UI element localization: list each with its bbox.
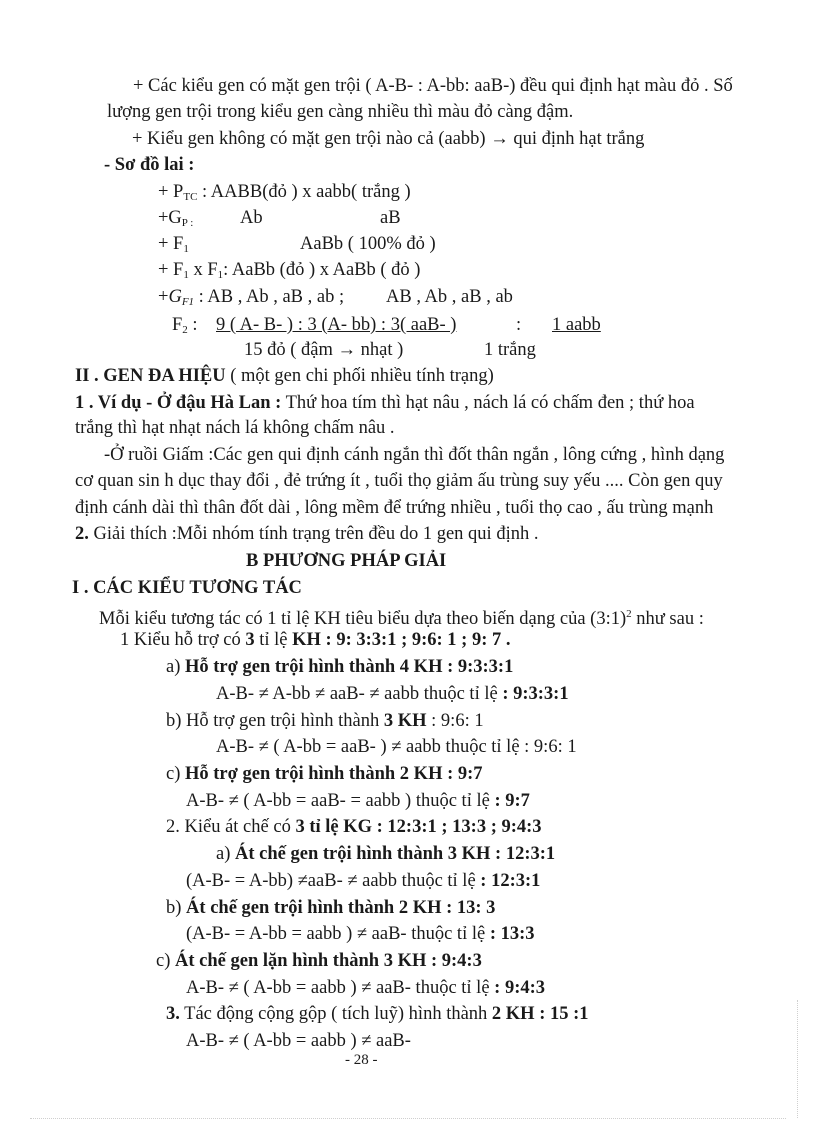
- page-number: - 28 -: [345, 1052, 378, 1068]
- text-line: định cánh dài thì thân đốt dài , lông mềm để trứng nhiều , tuổi thọ cao , ấu trùng mạnh: [75, 498, 714, 518]
- page-border-bottom: [30, 1118, 786, 1119]
- text-line: -Ở ruồi Giấm :Các gen qui định cánh ngắn thì đốt thân ngắn , lông cứng , hình dạng: [104, 445, 725, 465]
- text-line: + Các kiểu gen có mặt gen trội ( A-B- : A-bb: aaB-) đều qui định hạt màu đỏ . Số: [133, 76, 733, 96]
- formula-line: A-B- ≠ ( A-bb = aabb ) ≠ aaB- thuộc tỉ lệ : 9:4:3: [186, 978, 546, 998]
- text-line: lượng gen trội trong kiểu gen càng nhiều thì màu đỏ càng đậm.: [107, 102, 574, 122]
- heading-gen-da-hieu: II . GEN ĐA HIỆU ( một gen chi phối nhiều tính trạng): [75, 366, 494, 386]
- f2-colon: :: [516, 315, 522, 335]
- gamete-p2: aB: [380, 208, 401, 228]
- f2-phenotype-white: 1 trắng: [484, 340, 536, 360]
- heading-cac-kieu-tuong-tac: I . CÁC KIỂU TƯƠNG TÁC: [72, 578, 302, 598]
- subheading-at-che: 2. Kiểu át chế có 3 tỉ lệ KG : 12:3:1 ; 13:3 ; 9:4:3: [166, 817, 542, 837]
- f1-result: AaBb ( 100% đỏ ): [300, 234, 436, 254]
- cross-line-p: + $P_{TC}$ : AABB(đỏ ) x aabb( trắng ): [158, 182, 411, 203]
- cross-line-gp: $+G_{P :}$: [158, 208, 194, 229]
- item-b: b) Hỗ trợ gen trội hình thành 3 KH : 9:6: 1: [166, 711, 484, 731]
- formula-line: (A-B- = A-bb = aabb ) ≠ aaB- thuộc tỉ lệ : 13:3: [186, 924, 535, 944]
- text-line: trắng thì hạt nhạt nách lá không chấm nâu .: [75, 418, 395, 438]
- formula-line: A-B- ≠ ( A-bb = aaB- = aabb ) thuộc tỉ lệ : 9:7: [186, 791, 530, 811]
- text-line: + Kiểu gen không có mặt gen trội nào cả (aabb) → qui định hạt trắng: [132, 129, 645, 149]
- item-b: b) Át chế gen trội hình thành 2 KH : 13: 3: [166, 898, 496, 918]
- f2-phenotype-red: 15 đỏ ( đậm → nhạt ): [244, 340, 404, 360]
- cross-line-f1xf1: + $F_1$ x $F_1$: AaBb (đỏ ) x AaBb ( đỏ ): [158, 260, 421, 281]
- gamete-p1: Ab: [240, 208, 263, 228]
- formula-line: A-B- ≠ ( A-bb = aaB- ) ≠ aabb thuộc tỉ lệ : 9:6: 1: [216, 737, 577, 757]
- formula-line: A-B- ≠ A-bb ≠ aaB- ≠ aabb thuộc tỉ lệ : 9:3:3:1: [216, 684, 569, 704]
- section-label: - Sơ đồ lai :: [104, 155, 195, 175]
- heading-phuong-phap-giai: B PHƯƠNG PHÁP GIẢI: [246, 551, 447, 571]
- formula-line: (A-B- = A-bb) ≠aaB- ≠ aabb thuộc tỉ lệ : 12:3:1: [186, 871, 541, 891]
- cross-line-f1: + $F_1$: [158, 234, 189, 255]
- item-a: a) Át chế gen trội hình thành 3 KH : 12:3:1: [216, 844, 556, 864]
- f2-ratio: 9 ( A- B- ) : 3 (A- bb) : 3( aaB- ): [216, 315, 457, 335]
- item-c: c) Át chế gen lặn hình thành 3 KH : 9:4:3: [156, 951, 482, 971]
- text-line: cơ quan sin h dục thay đổi , đẻ trứng ít , tuổi thọ giảm ấu trùng suy yếu .... Còn gen quy: [75, 471, 723, 491]
- page-border-right: [797, 1000, 798, 1118]
- gametes-f1-second: AB , Ab , aB , ab: [386, 287, 513, 307]
- text-line: 1 . Ví dụ - Ở đậu Hà Lan : Thứ hoa tím thì hạt nâu , nách lá có chấm đen ; thứ hoa: [75, 393, 695, 413]
- item-c: c) Hỗ trợ gen trội hình thành 2 KH : 9:7: [166, 764, 483, 784]
- subheading-cong-gop: 3. Tác động cộng gộp ( tích luỹ) hình thành 2 KH : 15 :1: [166, 1004, 589, 1024]
- cross-line-f2: $F_2$ :: [172, 315, 198, 336]
- f2-aabb: 1 aabb: [552, 315, 601, 335]
- text-line: Mỗi kiểu tương tác có 1 tỉ lệ KH tiêu biểu dựa theo biến dạng của (3:1)$^2$ như sau :: [99, 608, 704, 629]
- cross-line-gf1: $+G_{F1}$ : AB , Ab , aB , ab ;: [158, 287, 345, 308]
- item-a: a) Hỗ trợ gen trội hình thành 4 KH : 9:3:3:1: [166, 657, 514, 677]
- subheading-ho-tro: 1 Kiểu hỗ trợ có 3 tỉ lệ KH : 9: 3:3:1 ; 9:6: 1 ; 9: 7 .: [120, 630, 511, 650]
- text-line: 2. Giải thích :Mỗi nhóm tính trạng trên đều do 1 gen qui định .: [75, 524, 539, 544]
- formula-line: A-B- ≠ ( A-bb = aabb ) ≠ aaB-: [186, 1031, 411, 1051]
